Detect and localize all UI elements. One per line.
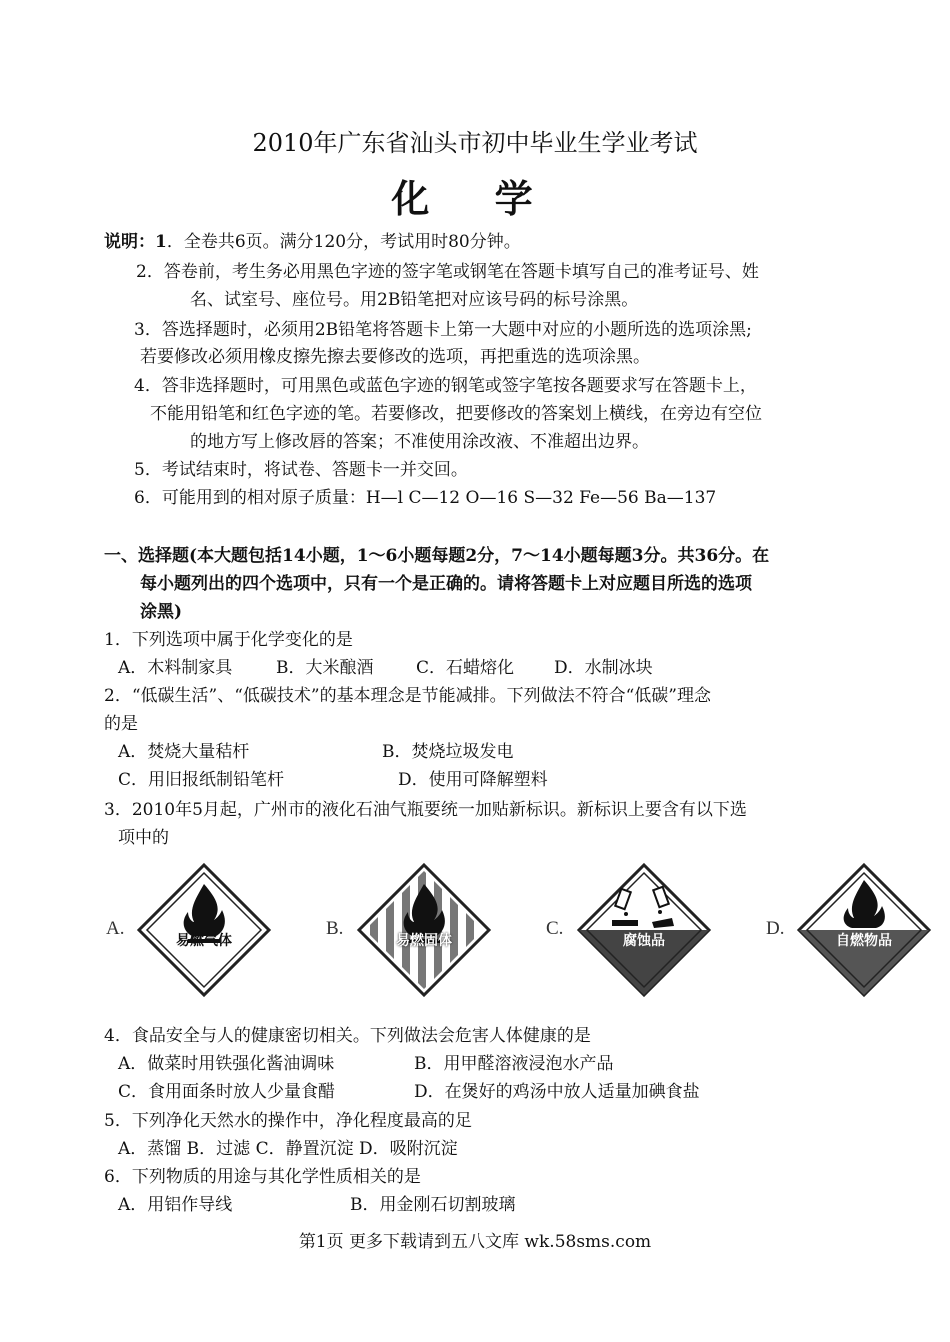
page-footer: 第1页 更多下载请到五八文库 wk.58sms.com [298, 1232, 652, 1252]
question-3-stem-line-2: 项中的 [118, 828, 169, 848]
flame-icon [356, 862, 492, 998]
question-2-stem-line-2: 的是 [104, 714, 138, 734]
flame-icon [136, 862, 272, 998]
sign-a-letter: A. [106, 918, 125, 939]
sign-a-label: 易燃气体 [176, 933, 232, 949]
question-5-options: A．蒸馏 B．过滤 C．静置沉淀 D．吸附沉淀 [118, 1139, 458, 1159]
question-4-option-b: B．用甲醛溶液浸泡水产品 [414, 1054, 614, 1074]
sign-b-letter: B. [326, 918, 344, 939]
question-2-stem-line-1: 2．“低碳生活”、“低碳技术”的基本理念是节能减排。下列做法不符合“低碳”理念 [104, 686, 711, 706]
question-6-stem: 6．下列物质的用途与其化学性质相关的是 [104, 1167, 421, 1187]
instruction-1-number: 1 [155, 232, 167, 252]
hazard-sign-b [320, 862, 520, 998]
flame-icon [796, 862, 932, 998]
instruction-2-line-2: 名、试室号、座位号。用2B铅笔把对应该号码的标号涂黑。 [190, 290, 639, 310]
instruction-6: 6．可能用到的相对原子质量：H—l C—12 O—16 S—32 Fe—56 Ba—137 [134, 488, 717, 508]
corrosive-icon [576, 862, 712, 998]
hazard-sign-d [760, 862, 950, 998]
hazard-sign-a [100, 862, 300, 998]
sign-c-label: 腐蚀品 [623, 933, 665, 949]
question-2-option-d: D．使用可降解塑料 [398, 770, 548, 790]
subject-title: 化 学 [391, 176, 559, 221]
instruction-5: 5．考试结束时，将试卷、答题卡一并交回。 [134, 460, 468, 480]
instruction-item-1 [104, 230, 521, 254]
instruction-1-text: ．全卷共6页。满分120分，考试用时80分钟。 [166, 232, 521, 252]
instructions-label: 说明： [104, 232, 155, 252]
instruction-3-line-1: 3．答选择题时，必须用2B铅笔将答题卡上第一大题中对应的小题所选的选项涂黑; [134, 320, 752, 340]
instruction-4-line-2: 不能用铅笔和红色字迹的笔。若要修改，把要修改的答案划上横线，在旁边有空位 [150, 404, 762, 424]
hazard-signs-row [100, 862, 930, 998]
question-1-option-a: A．木料制家具 [118, 658, 233, 678]
question-1-option-b: B．大米酿酒 [276, 658, 374, 678]
question-4-option-c: C．食用面条时放人少量食醋 [118, 1082, 336, 1102]
question-2-option-a: A．焚烧大量秸杆 [118, 742, 250, 762]
question-2-option-c: C．用旧报纸制铅笔杆 [118, 770, 285, 790]
exam-title: 2010年广东省汕头市初中毕业生学业考试 [252, 129, 698, 157]
hazard-sign-c [540, 862, 740, 998]
question-5-stem: 5．下列净化天然水的操作中，净化程度最高的足 [104, 1111, 472, 1131]
section-1-heading-line-2: 每小题列出的四个选项中，只有一个是正确的。请将答题卡上对应题目所选的选项 [140, 574, 752, 594]
instruction-4-line-1: 4．答非选择题时，可用黑色或蓝色字迹的钢笔或签字笔按各题要求写在答题卡上， [134, 376, 757, 396]
question-1-stem: 1．下列选项中属于化学变化的是 [104, 630, 353, 650]
question-1-option-c: C．石蜡熔化 [416, 658, 515, 678]
sign-b-label: 易燃固体 [396, 933, 452, 949]
question-2-option-b: B．焚烧垃圾发电 [382, 742, 514, 762]
instruction-2-line-1: 2．答卷前，考生务必用黑色字迹的签字笔或钢笔在答题卡填写自己的准考证号、姓 [136, 262, 759, 282]
section-1-heading-line-3: 涂黑) [140, 602, 183, 622]
question-3-stem-line-1: 3．2010年5月起，广州市的液化石油气瓶要统一加贴新标识。新标识上要含有以下选 [104, 800, 747, 820]
sign-c-letter: C. [546, 918, 564, 939]
instruction-4-line-3: 的地方写上修改唇的答案；不准使用涂改液、不准超出边界。 [190, 432, 649, 452]
question-4-stem: 4．食品安全与人的健康密切相关。下列做法会危害人体健康的是 [104, 1026, 591, 1046]
question-4-option-d: D．在煲好的鸡汤中放人适量加碘食盐 [414, 1082, 700, 1102]
section-1-heading-line-1: 一、选择题(本大题包括14小题，1～6小题每题2分，7～14小题每题3分。共36分。在 [104, 546, 770, 566]
sign-d-label: 自燃物品 [836, 933, 892, 949]
question-6-option-a: A．用铝作导线 [118, 1195, 233, 1215]
question-6-option-b: B．用金刚石切割玻璃 [350, 1195, 516, 1215]
sign-d-letter: D. [766, 918, 785, 939]
question-4-option-a: A．做菜时用铁强化酱油调味 [118, 1054, 335, 1074]
instruction-3-line-2: 若要修改必须用橡皮擦先擦去要修改的选项，再把重选的选项涂黑。 [140, 347, 650, 367]
question-1-option-d: D．水制冰块 [554, 658, 653, 678]
